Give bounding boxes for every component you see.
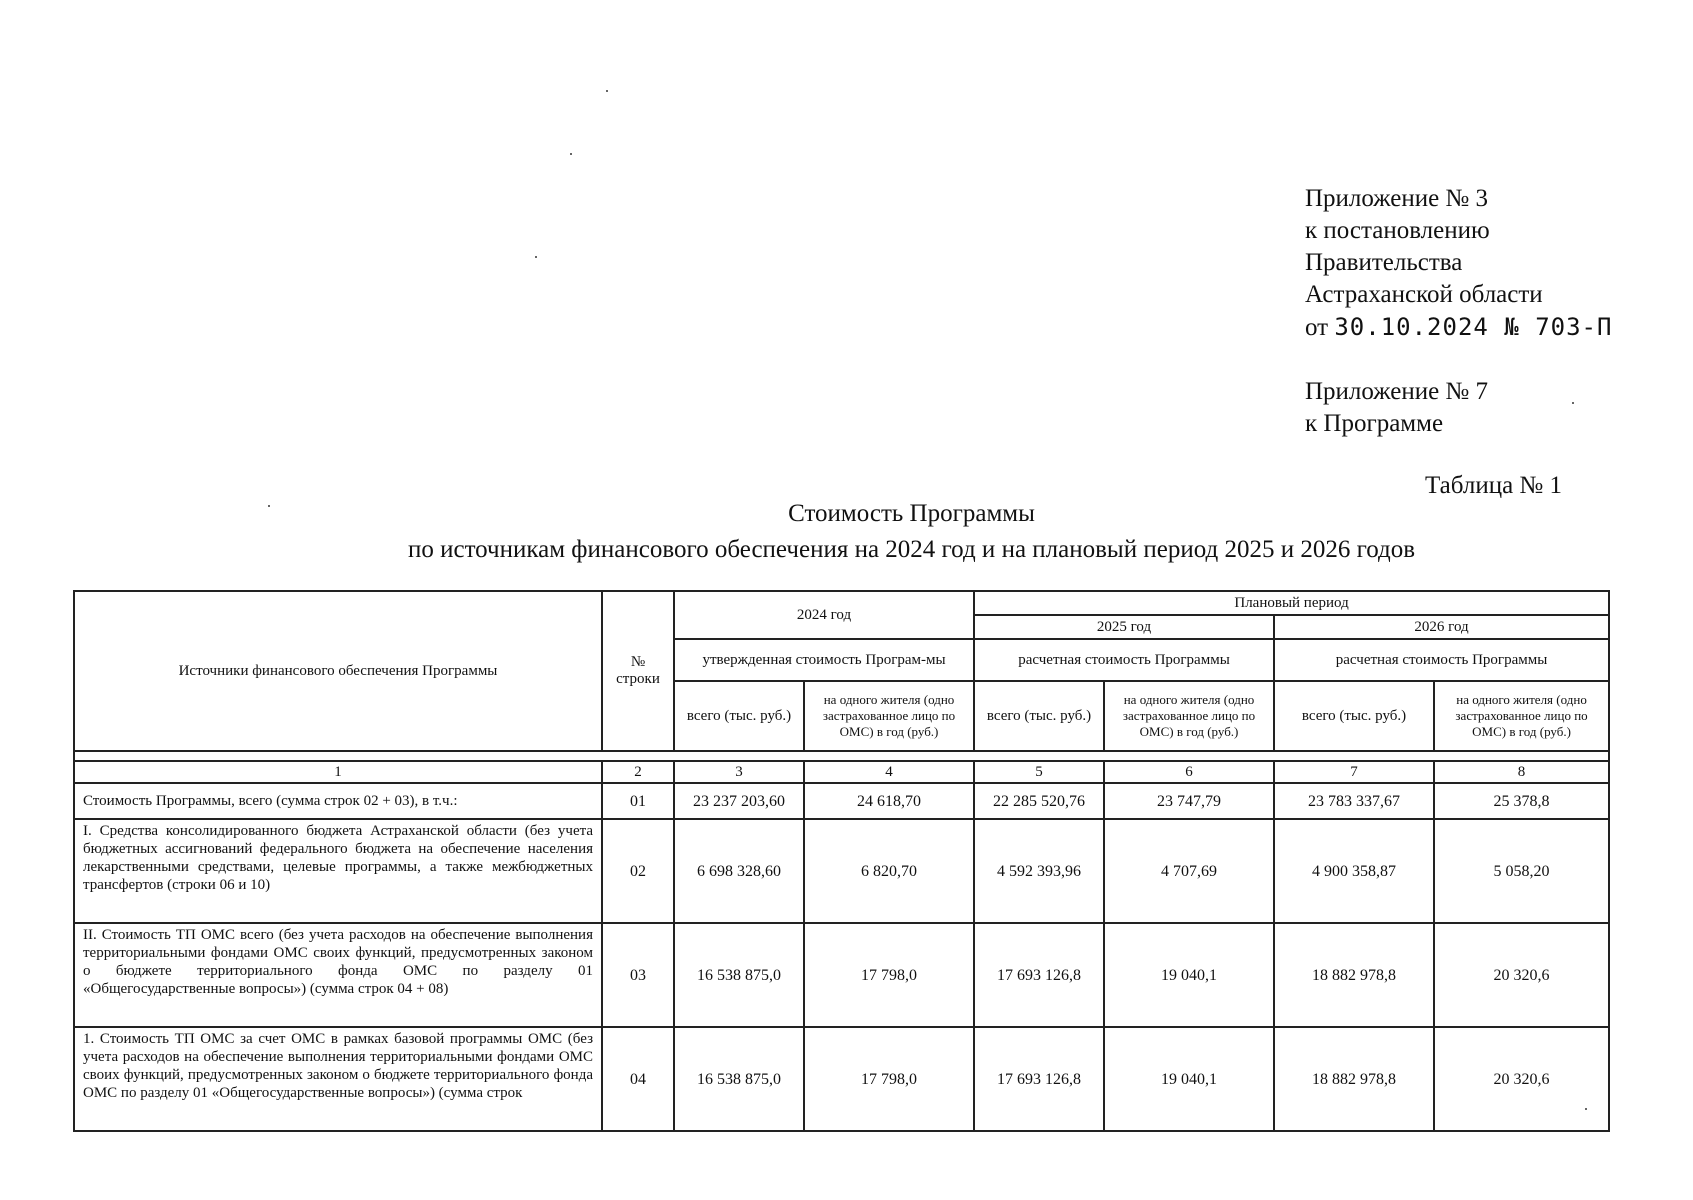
document-title: Стоимость Программы: [788, 500, 1035, 527]
cell-2026-per-person: 20 320,6: [1434, 923, 1609, 1027]
scan-speck: [606, 90, 608, 92]
header-row-1: [74, 591, 1609, 615]
header-year-2026: 2026 год: [1274, 615, 1609, 639]
header-year-2025: 2025 год: [974, 615, 1274, 639]
scan-speck: [1572, 402, 1574, 404]
annex-3-line4: Астраханской области: [1305, 281, 1543, 308]
document-subtitle: по источникам финансового обеспечения на 2024 год и на плановый период 2025 и 2026 годов: [407, 536, 1416, 563]
header-total-2025: всего (тыс. руб.): [974, 681, 1104, 751]
header-approved-cost: утвержденная стоимость Програм-мы: [674, 639, 974, 681]
cell-2025-per-person: 19 040,1: [1104, 1027, 1274, 1131]
annex-3-line1: Приложение № 3: [1305, 185, 1489, 212]
cell-2024-per-person: 17 798,0: [804, 923, 974, 1027]
row-source-name: I. Средства консолидированного бюджета Астраханской области (без учета бюджетных ассигнований федерального бюджета на обеспечение населения лекарственными средствами, целевые программы, а также межбюджетных трансфертов (строки 06 и 10): [74, 819, 602, 923]
cell-2025-per-person: 4 707,69: [1104, 819, 1274, 923]
annex-7-line2: к Программе: [1305, 410, 1444, 437]
header-per-person-2024: на одного жителя (одно застрахованное лицо по ОМС) в год (руб.): [804, 681, 974, 751]
header-per-person-2026: на одного жителя (одно застрахованное лицо по ОМС) в год (руб.): [1434, 681, 1609, 751]
cell-2025-total: 4 592 393,96: [974, 819, 1104, 923]
scan-speck: [268, 505, 270, 507]
column-number: 1: [74, 761, 602, 783]
table-row: [74, 783, 1609, 819]
row-number: 01: [602, 783, 674, 819]
header-calc-cost-2025: расчетная стоимость Программы: [974, 639, 1274, 681]
row-source-name: II. Стоимость ТП ОМС всего (без учета расходов на обеспечение выполнения территориальными фондами ОМС своих функций, предусмотренных законом о бюджете территориального фонда ОМС по разделу 01 «Общегосударственные вопросы») (сумма строк 04 + 08): [74, 923, 602, 1027]
cell-2024-total: 16 538 875,0: [674, 923, 804, 1027]
table-row: [74, 819, 1609, 923]
header-row-no: № строки: [602, 591, 674, 751]
cell-2024-per-person: 17 798,0: [804, 1027, 974, 1131]
header-year-2024: 2024 год: [674, 591, 974, 639]
scan-speck: [535, 256, 537, 258]
column-number: 8: [1434, 761, 1609, 783]
cell-2025-per-person: 19 040,1: [1104, 923, 1274, 1027]
annex-3-line3: Правительства: [1305, 249, 1463, 276]
program-cost-table: [73, 590, 1610, 1132]
column-number: 3: [674, 761, 804, 783]
cell-2024-total: 16 538 875,0: [674, 1027, 804, 1131]
column-number: 7: [1274, 761, 1434, 783]
header-gap: [74, 751, 1609, 761]
annex-3-header: [1305, 183, 1612, 344]
header-total-2024: всего (тыс. руб.): [674, 681, 804, 751]
cell-2026-total: 18 882 978,8: [1274, 1027, 1434, 1131]
column-number: 5: [974, 761, 1104, 783]
header-total-2026: всего (тыс. руб.): [1274, 681, 1434, 751]
cell-2025-total: 22 285 520,76: [974, 783, 1104, 819]
cell-2025-total: 17 693 126,8: [974, 923, 1104, 1027]
annex-7-line1: Приложение № 7: [1305, 378, 1489, 405]
cell-2025-total: 17 693 126,8: [974, 1027, 1104, 1131]
annex-3-line2: к постановлению: [1305, 217, 1490, 244]
cell-2025-per-person: 23 747,79: [1104, 783, 1274, 819]
header-calc-cost-2026: расчетная стоимость Программы: [1274, 639, 1609, 681]
row-source-name: Стоимость Программы, всего (сумма строк 02 + 03), в т.ч.:: [74, 783, 602, 819]
column-number-row: [74, 761, 1609, 783]
cell-2026-per-person: 5 058,20: [1434, 819, 1609, 923]
cell-2026-per-person: 25 378,8: [1434, 783, 1609, 819]
row-source-name: 1. Стоимость ТП ОМС за счет ОМС в рамках базовой программы ОМС (без учета расходов на обеспечение выполнения территориальными фондами ОМС своих функций, предусмотренных законом о бюджете территориального фонда ОМС по разделу 01 «Общегосударственные вопросы») (сумма строк: [74, 1027, 602, 1131]
annex-7-header: [1305, 376, 1488, 440]
cell-2026-total: 4 900 358,87: [1274, 819, 1434, 923]
cell-2024-total: 23 237 203,60: [674, 783, 804, 819]
cell-2026-total: 18 882 978,8: [1274, 923, 1434, 1027]
date-prefix: от: [1305, 314, 1329, 341]
cell-2026-total: 23 783 337,67: [1274, 783, 1434, 819]
column-number: 6: [1104, 761, 1274, 783]
column-number: 2: [602, 761, 674, 783]
table-label: Таблица № 1: [1425, 472, 1563, 499]
column-number: 4: [804, 761, 974, 783]
row-number: 03: [602, 923, 674, 1027]
cell-2026-per-person: 20 320,6: [1434, 1027, 1609, 1131]
cell-2024-total: 6 698 328,60: [674, 819, 804, 923]
cell-2024-per-person: 24 618,70: [804, 783, 974, 819]
table-row: [74, 923, 1609, 1027]
cell-2024-per-person: 6 820,70: [804, 819, 974, 923]
table-row: [74, 1027, 1609, 1131]
header-planned-period: Плановый период: [974, 591, 1609, 615]
header-sources: Источники финансового обеспечения Программы: [74, 591, 602, 751]
date-number: 30.10.2024 № 703-П: [1334, 313, 1613, 341]
row-number: 02: [602, 819, 674, 923]
row-number: 04: [602, 1027, 674, 1131]
annex-3-date: [1305, 311, 1612, 344]
scan-speck: [570, 153, 572, 155]
header-per-person-2025: на одного жителя (одно застрахованное лицо по ОМС) в год (руб.): [1104, 681, 1274, 751]
scan-speck: [1585, 1108, 1587, 1110]
